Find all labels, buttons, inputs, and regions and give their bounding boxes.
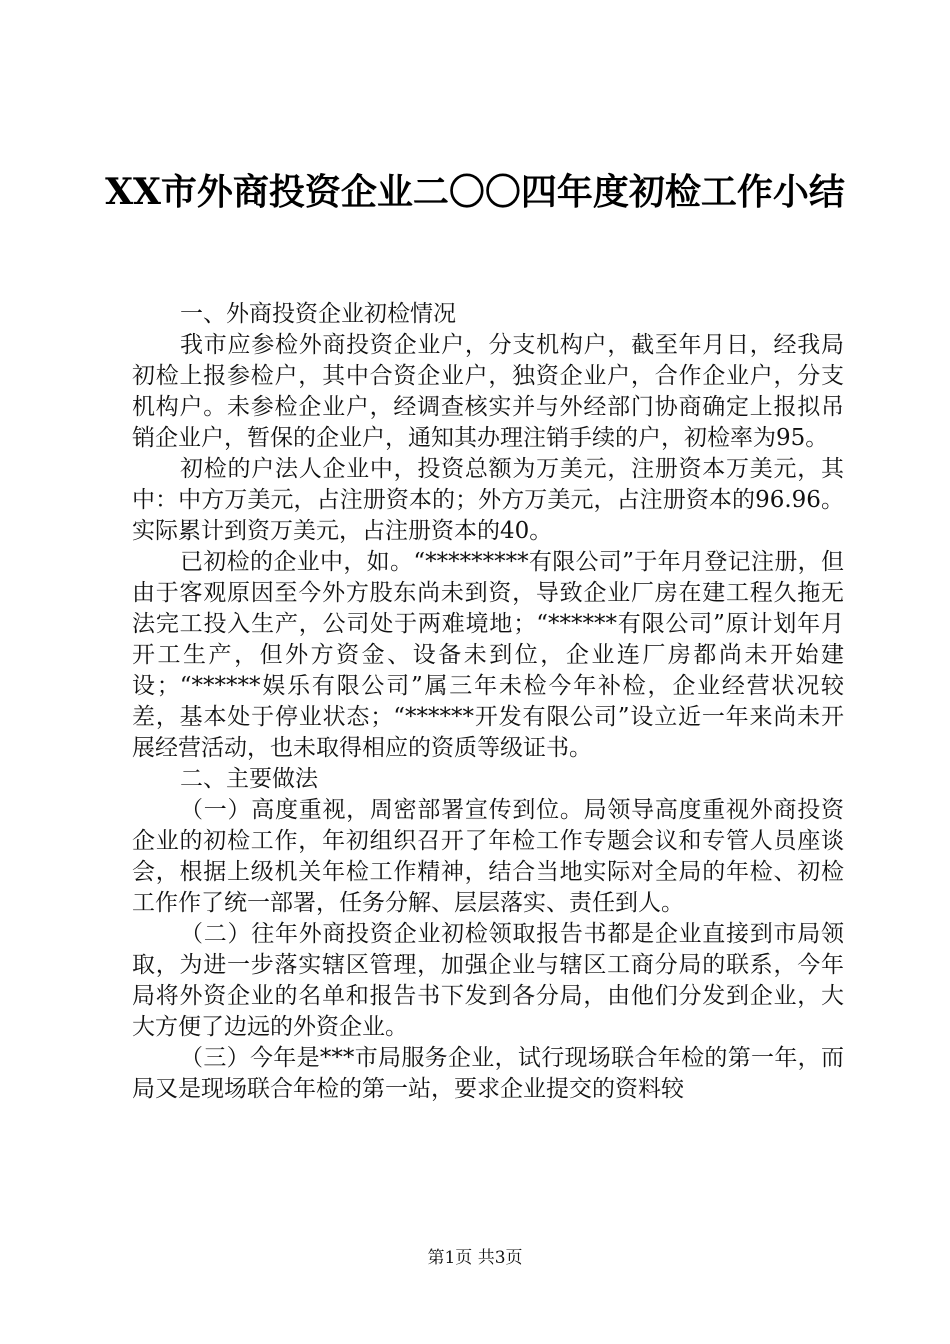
paragraph: （一）高度重视，周密部署宣传到位。局领导高度重视外商投资企业的初检工作，年初组织召开了年检工作专题会议和专管人员座谈会，根据上级机关年检工作精神，结合当地实际对全局的年检、初检工作作了统一部署，任务分解、层层落实、责任到人。: [132, 797, 844, 916]
section-heading: 一、外商投资企业初检情况: [180, 301, 456, 327]
paragraph: 已初检的企业中，如。“*********有限公司”于年月登记注册，但由于客观原因至今外方股东尚未到资，导致企业厂房在建工程久拖无法完工投入生产，公司处于两难境地；“******有限公司”原计划年月开工生产，但外方资金、设备未到位，企业连厂房都尚未开始建设；“******娱乐有限公司”属三年未检今年补检，企业经营状况较差，基本处于停业状态；“******开发有限公司”设立近一年来尚未开展经营活动，也未取得相应的资质等级证书。: [132, 549, 844, 761]
paragraph: 我市应参检外商投资企业户，分支机构户，截至年月日，经我局初检上报参检户，其中合资企业户，独资企业户，合作企业户，分支机构户。未参检企业户，经调查核实并与外经部门协商确定上报拟吊销企业户，暂保的企业户，通知其办理注销手续的户，初检率为95。: [132, 332, 844, 451]
document-title: XX市外商投资企业二〇〇四年度初检工作小结: [105, 171, 845, 213]
page-footer: 第1页 共3页: [427, 1248, 523, 1268]
paragraph: 初检的户法人企业中，投资总额为万美元，注册资本万美元，其中：中方万美元，占注册资本的；外方万美元，占注册资本的96.96。实际累计到资万美元，占注册资本的40。: [132, 456, 844, 544]
document-body: [132, 299, 844, 1105]
paragraph: （三）今年是***市局服务企业，试行现场联合年检的第一年，而局又是现场联合年检的第一站，要求企业提交的资料较: [132, 1045, 844, 1102]
section-heading: 二、主要做法: [180, 766, 318, 792]
paragraph: （二）往年外商投资企业初检领取报告书都是企业直接到市局领取，为进一步落实辖区管理，加强企业与辖区工商分局的联系，今年局将外资企业的名单和报告书下发到各分局，由他们分发到企业，大大方便了边远的外资企业。: [132, 921, 844, 1040]
